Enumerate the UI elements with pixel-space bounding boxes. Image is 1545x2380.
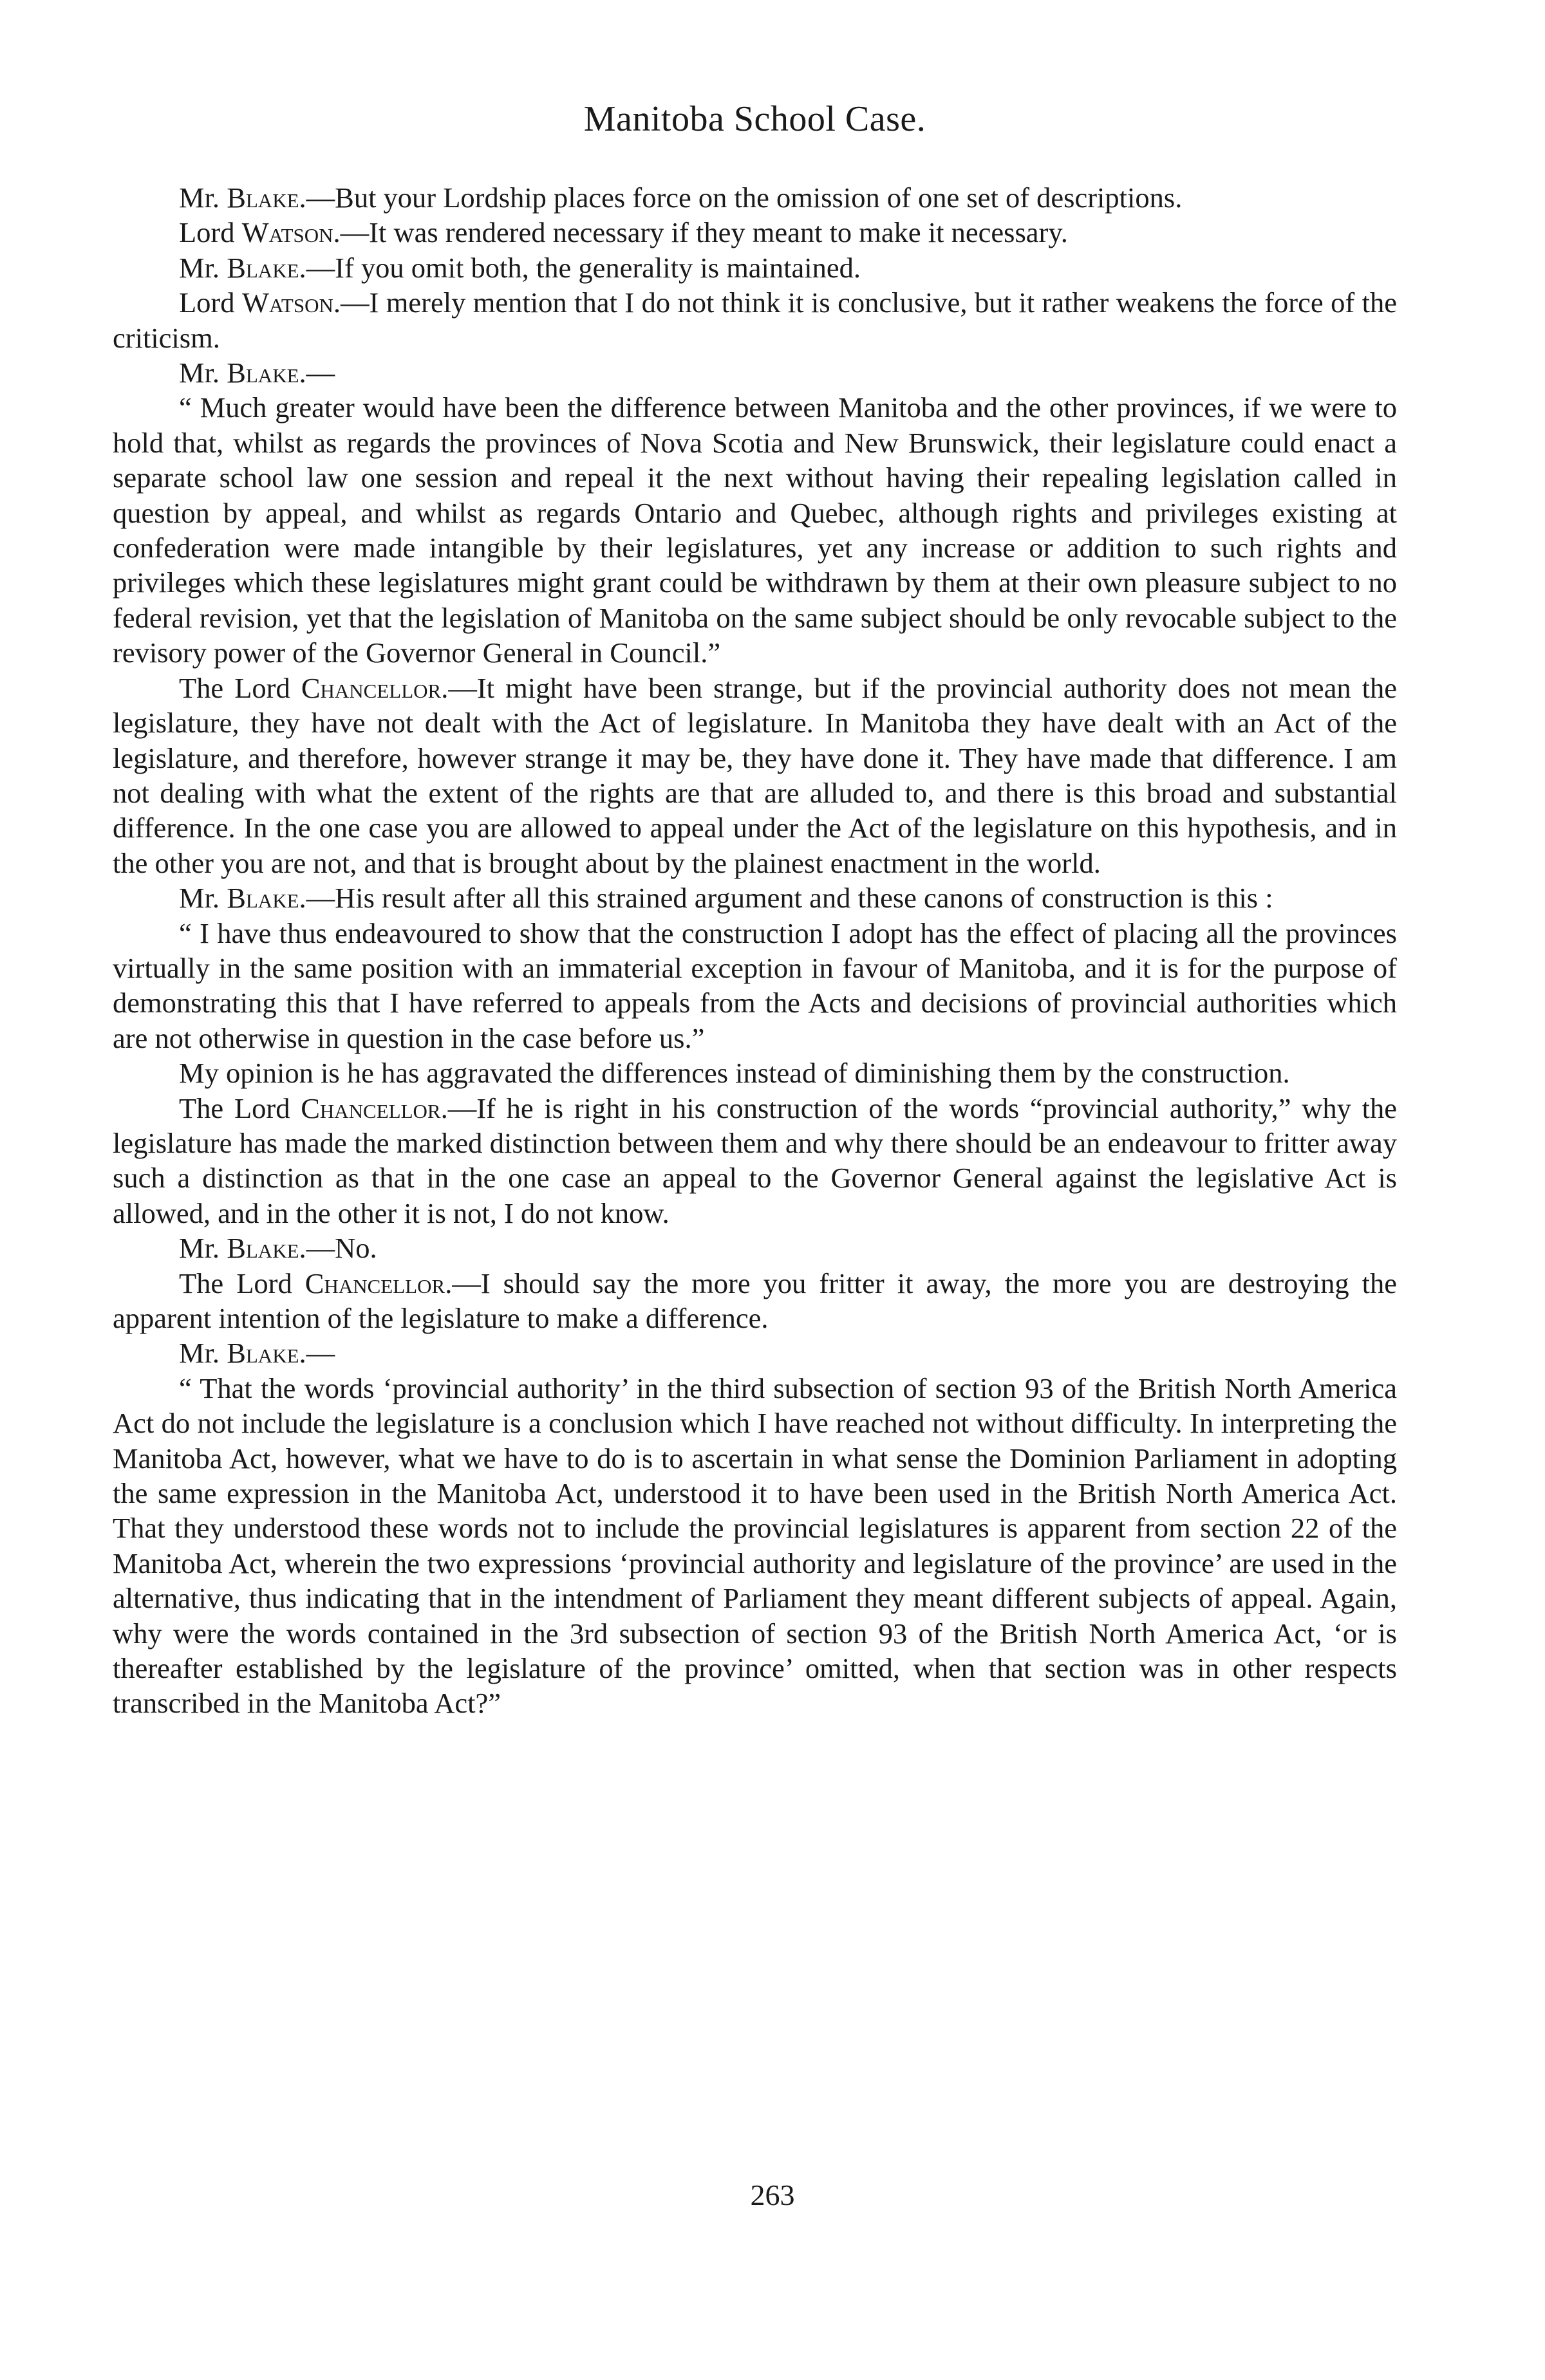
speech-dash: .— xyxy=(299,1337,335,1370)
speaker-title: The Lord xyxy=(179,671,301,704)
speech-text: It might have been strange, but if the provincial authority does not mean the legislature, they have not dealt with the Act of legislature. In Manitoba they have dealt with an Act of the legislature, and therefore, however strange it may be, they have done it. They have made that difference. I am not dealing with what the extent of the rights are that are alluded to, and there is this broad and substantial difference. In the one case you are allowed to appeal under the Act of the legislature on this hypothesis, and in the other you are not, and that is brought about by the plainest enactment in the world. xyxy=(113,671,1398,879)
speech-text: His result after all this strained argument and these canons of construction is this : xyxy=(335,882,1273,915)
speech-dash: .— xyxy=(333,216,370,249)
speaker-name: Blake xyxy=(227,1337,299,1370)
paragraph xyxy=(113,180,1397,215)
paragraph: My opinion is he has aggravated the differences instead of diminishing them by the construction. xyxy=(179,1057,1290,1090)
speaker-name: Blake xyxy=(227,357,299,389)
speech-text: No. xyxy=(335,1232,377,1265)
speech-dash: .— xyxy=(299,357,335,389)
paragraph xyxy=(113,355,1397,390)
speaker-title: Lord xyxy=(179,216,242,249)
speaker-name: Watson xyxy=(241,286,333,319)
paragraph xyxy=(113,215,1397,250)
block-quote: “ That the words ‘provincial authority’ in the third subsection of section 93 of the British North America Act do not include the legislature is a conclusion which I have reached not without difficulty. In interpreting the Manitoba Act, however, what we have to do is to ascertain in what sense the Dominion Parliament in adopting the same expression in the Manitoba Act, understood it to have been used in the British North America Act. That they understood these words not to include the provincial legislatures is apparent from section 22 of the Manitoba Act, wherein the two expressions ‘provincial authority and legislature of the province’ are used in the alternative, thus indicating that in the intendment of Parliament they meant different subjects of appeal. Again, why were the words contained in the 3rd subsection of section 93 of the British North America Act, ‘or is thereafter established by the legislature of the province’ omitted, when that section was in other respects transcribed in the Manitoba Act?” xyxy=(113,1371,1397,1720)
speech-text: If you omit both, the generality is maintained. xyxy=(335,251,861,284)
speaker-title: The Lord xyxy=(179,1267,305,1299)
speech-dash: .— xyxy=(333,286,370,319)
speaker-title: Mr. xyxy=(179,357,227,389)
speech-dash: .— xyxy=(445,1267,481,1299)
speaker-name: Watson xyxy=(241,216,333,249)
speech-dash: .— xyxy=(441,671,477,704)
paragraph xyxy=(113,1091,1397,1231)
speech-dash: .— xyxy=(299,251,335,284)
speaker-title: The Lord xyxy=(179,1092,301,1124)
speaker-title: Mr. xyxy=(179,1337,227,1370)
speaker-name: Blake xyxy=(227,251,299,284)
body-text xyxy=(113,180,1397,1721)
speech-text: It was rendered necessary if they meant to make it necessary. xyxy=(369,216,1068,249)
speech-text: I should say the more you fritter it away, the more you are destroying the apparent intention of the legislature to make a difference. xyxy=(113,1267,1398,1334)
speaker-title: Lord xyxy=(179,286,242,319)
running-head: Manitoba School Case. xyxy=(583,99,926,139)
speech-text: I merely mention that I do not think it is conclusive, but it rather weakens the force of the criticism. xyxy=(113,286,1397,354)
paragraph xyxy=(113,1266,1397,1336)
speaker-title: Mr. xyxy=(179,251,227,284)
speaker-name: Chancellor xyxy=(301,1092,441,1124)
paragraph xyxy=(113,1231,1397,1265)
block-quote: “ Much greater would have been the difference between Manitoba and the other provinces, if we were to hold that, whilst as regards the provinces of Nova Scotia and New Brunswick, their legislature could enact a separate school law one session and repeal it the next without having their repealing legislation called in question by appeal, and whilst as regards Ontario and Quebec, although rights and privileges existing at confederation were made intangible by their legislatures, yet any increase or addition to such rights and privileges which these legislatures might grant could be withdrawn by them at their own pleasure subject to no federal revision, yet that the legislation of Manitoba on the same subject should be only revocable subject to the revisory power of the Governor General in Council.” xyxy=(113,391,1397,669)
speech-dash: .— xyxy=(299,1232,335,1265)
speaker-title: Mr. xyxy=(179,181,227,214)
speech-dash: .— xyxy=(299,181,335,214)
paragraph xyxy=(113,250,1397,285)
speaker-name: Chancellor xyxy=(304,1267,445,1299)
document-page xyxy=(113,97,1397,1721)
paragraph xyxy=(113,1335,1397,1370)
speaker-title: Mr. xyxy=(179,1232,227,1265)
speaker-name: Blake xyxy=(227,181,299,214)
speaker-title: Mr. xyxy=(179,882,227,915)
speech-text: But your Lordship places force on the omission of one set of descriptions. xyxy=(335,181,1183,214)
speech-dash: .— xyxy=(440,1092,477,1124)
speech-text: If he is right in his construction of the words “provincial authority,” why the legislature has made the marked distinction between them and why there should be an endeavour to fritter away such a distinction as that in the one case an appeal to the Governor General against the legislative Act is allowed, and in the other it is not, I do not know. xyxy=(113,1092,1397,1229)
speech-dash: .— xyxy=(299,882,335,915)
paragraph xyxy=(113,285,1397,355)
speaker-name: Blake xyxy=(227,882,299,915)
speaker-name: Chancellor xyxy=(301,671,442,704)
page-number: 263 xyxy=(750,2179,795,2211)
paragraph xyxy=(113,671,1397,880)
block-quote: “ I have thus endeavoured to show that the construction I adopt has the effect of placing all the provinces virtually in the same position with an immaterial exception in favour of Manitoba, and it is for the purpose of demonstrating this that I have referred to appeals from the Acts and decisions of provincial authorities which are not otherwise in question in the case before us.” xyxy=(113,916,1397,1054)
speaker-name: Blake xyxy=(227,1232,299,1265)
paragraph xyxy=(113,880,1397,915)
